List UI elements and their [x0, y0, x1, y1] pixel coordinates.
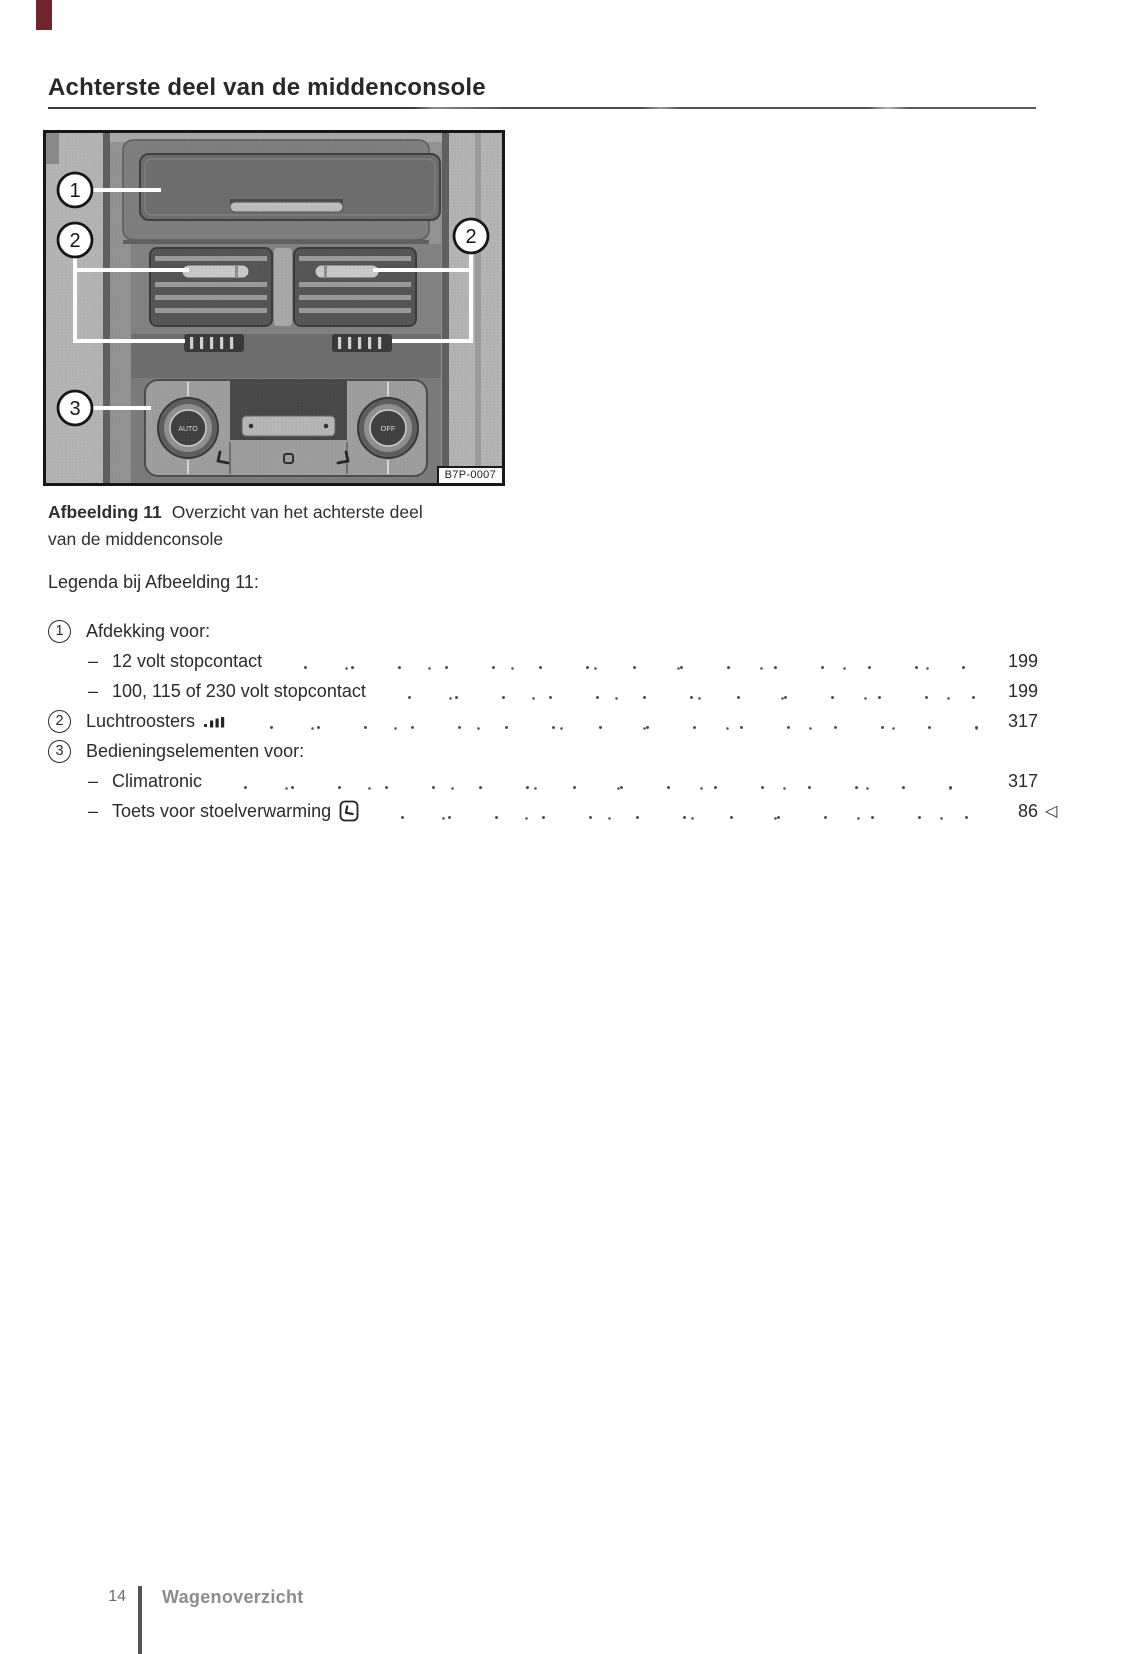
legend-item-230v-socket [48, 676, 1038, 706]
legend-page-ref [990, 800, 1058, 822]
legend-intro: Legenda bij Afbeelding 11: [48, 572, 259, 592]
off-knob-label: OFF [380, 424, 396, 433]
legend-item-air-vents [48, 706, 1038, 736]
legend-item-seat-heating [48, 796, 1058, 826]
figure-caption-line1: Overzicht van het achterste deel [171, 502, 423, 522]
legend-page-ref: 199 [1007, 650, 1038, 671]
dotted-leader [216, 785, 980, 790]
console-photo [43, 130, 505, 486]
auto-knob-label: AUTO [178, 426, 198, 433]
legend-dash: – [88, 680, 99, 701]
figure-image [43, 130, 505, 486]
left-triangle-marker: ◁ [1045, 800, 1058, 820]
legend-item-label: 12 volt stopcontact [112, 650, 263, 671]
legend-item-label: 100, 115 of 230 volt stopcontact [112, 680, 366, 701]
dotted-leader [380, 695, 980, 700]
legend-page-ref: 199 [1007, 680, 1038, 701]
legend-item-12v-socket [48, 646, 1038, 676]
thumbwheel-icon [203, 714, 228, 728]
seat-heating-button-icon [339, 800, 359, 822]
legend-item-label: Afdekking voor: [86, 620, 211, 641]
legend-page-ref: 317 [1007, 770, 1038, 791]
legend-item-label: Bedieningselementen voor: [86, 740, 305, 761]
legend-marker-3: 3 [48, 740, 71, 763]
title-divider [48, 107, 1036, 109]
callout-number-1: 1 [69, 180, 81, 202]
legend-marker-1: 1 [48, 620, 71, 643]
callout-number-2-right: 2 [465, 226, 477, 248]
dotted-leader [242, 725, 980, 730]
legend-item-label: Toets voor stoelverwarming [112, 800, 332, 821]
figure-code-label: B7P-0007 [437, 466, 504, 485]
figure-caption [48, 499, 528, 553]
figure-caption-number: Afbeelding 11 [48, 502, 162, 522]
callout-number-3: 3 [69, 398, 81, 420]
scan-corner-mark [36, 0, 52, 30]
legend-item-controls [48, 736, 1038, 766]
legend-list [48, 616, 1058, 826]
legend-dash: – [88, 800, 99, 821]
legend-page-number: 86 [1017, 800, 1038, 821]
legend-item-label: Climatronic [112, 770, 203, 791]
legend-item-label: Luchtroosters [86, 710, 196, 731]
legend-dash: – [88, 770, 99, 791]
footer-divider-bar [138, 1586, 142, 1654]
legend-marker-2: 2 [48, 710, 71, 733]
legend-item-climatronic [48, 766, 1038, 796]
page-title: Achterste deel van de middenconsole [48, 74, 486, 101]
figure-caption-line2: van de middenconsole [48, 529, 224, 549]
footer-section-title: Wagenoverzicht [162, 1587, 304, 1607]
footer-page-number: 14 [108, 1588, 126, 1605]
legend-page-ref: 317 [1007, 710, 1038, 731]
dotted-leader [276, 665, 980, 670]
legend-dash: – [88, 650, 99, 671]
callout-number-2-left: 2 [69, 230, 81, 252]
dotted-leader [373, 815, 980, 820]
legend-item-cover [48, 616, 1038, 646]
